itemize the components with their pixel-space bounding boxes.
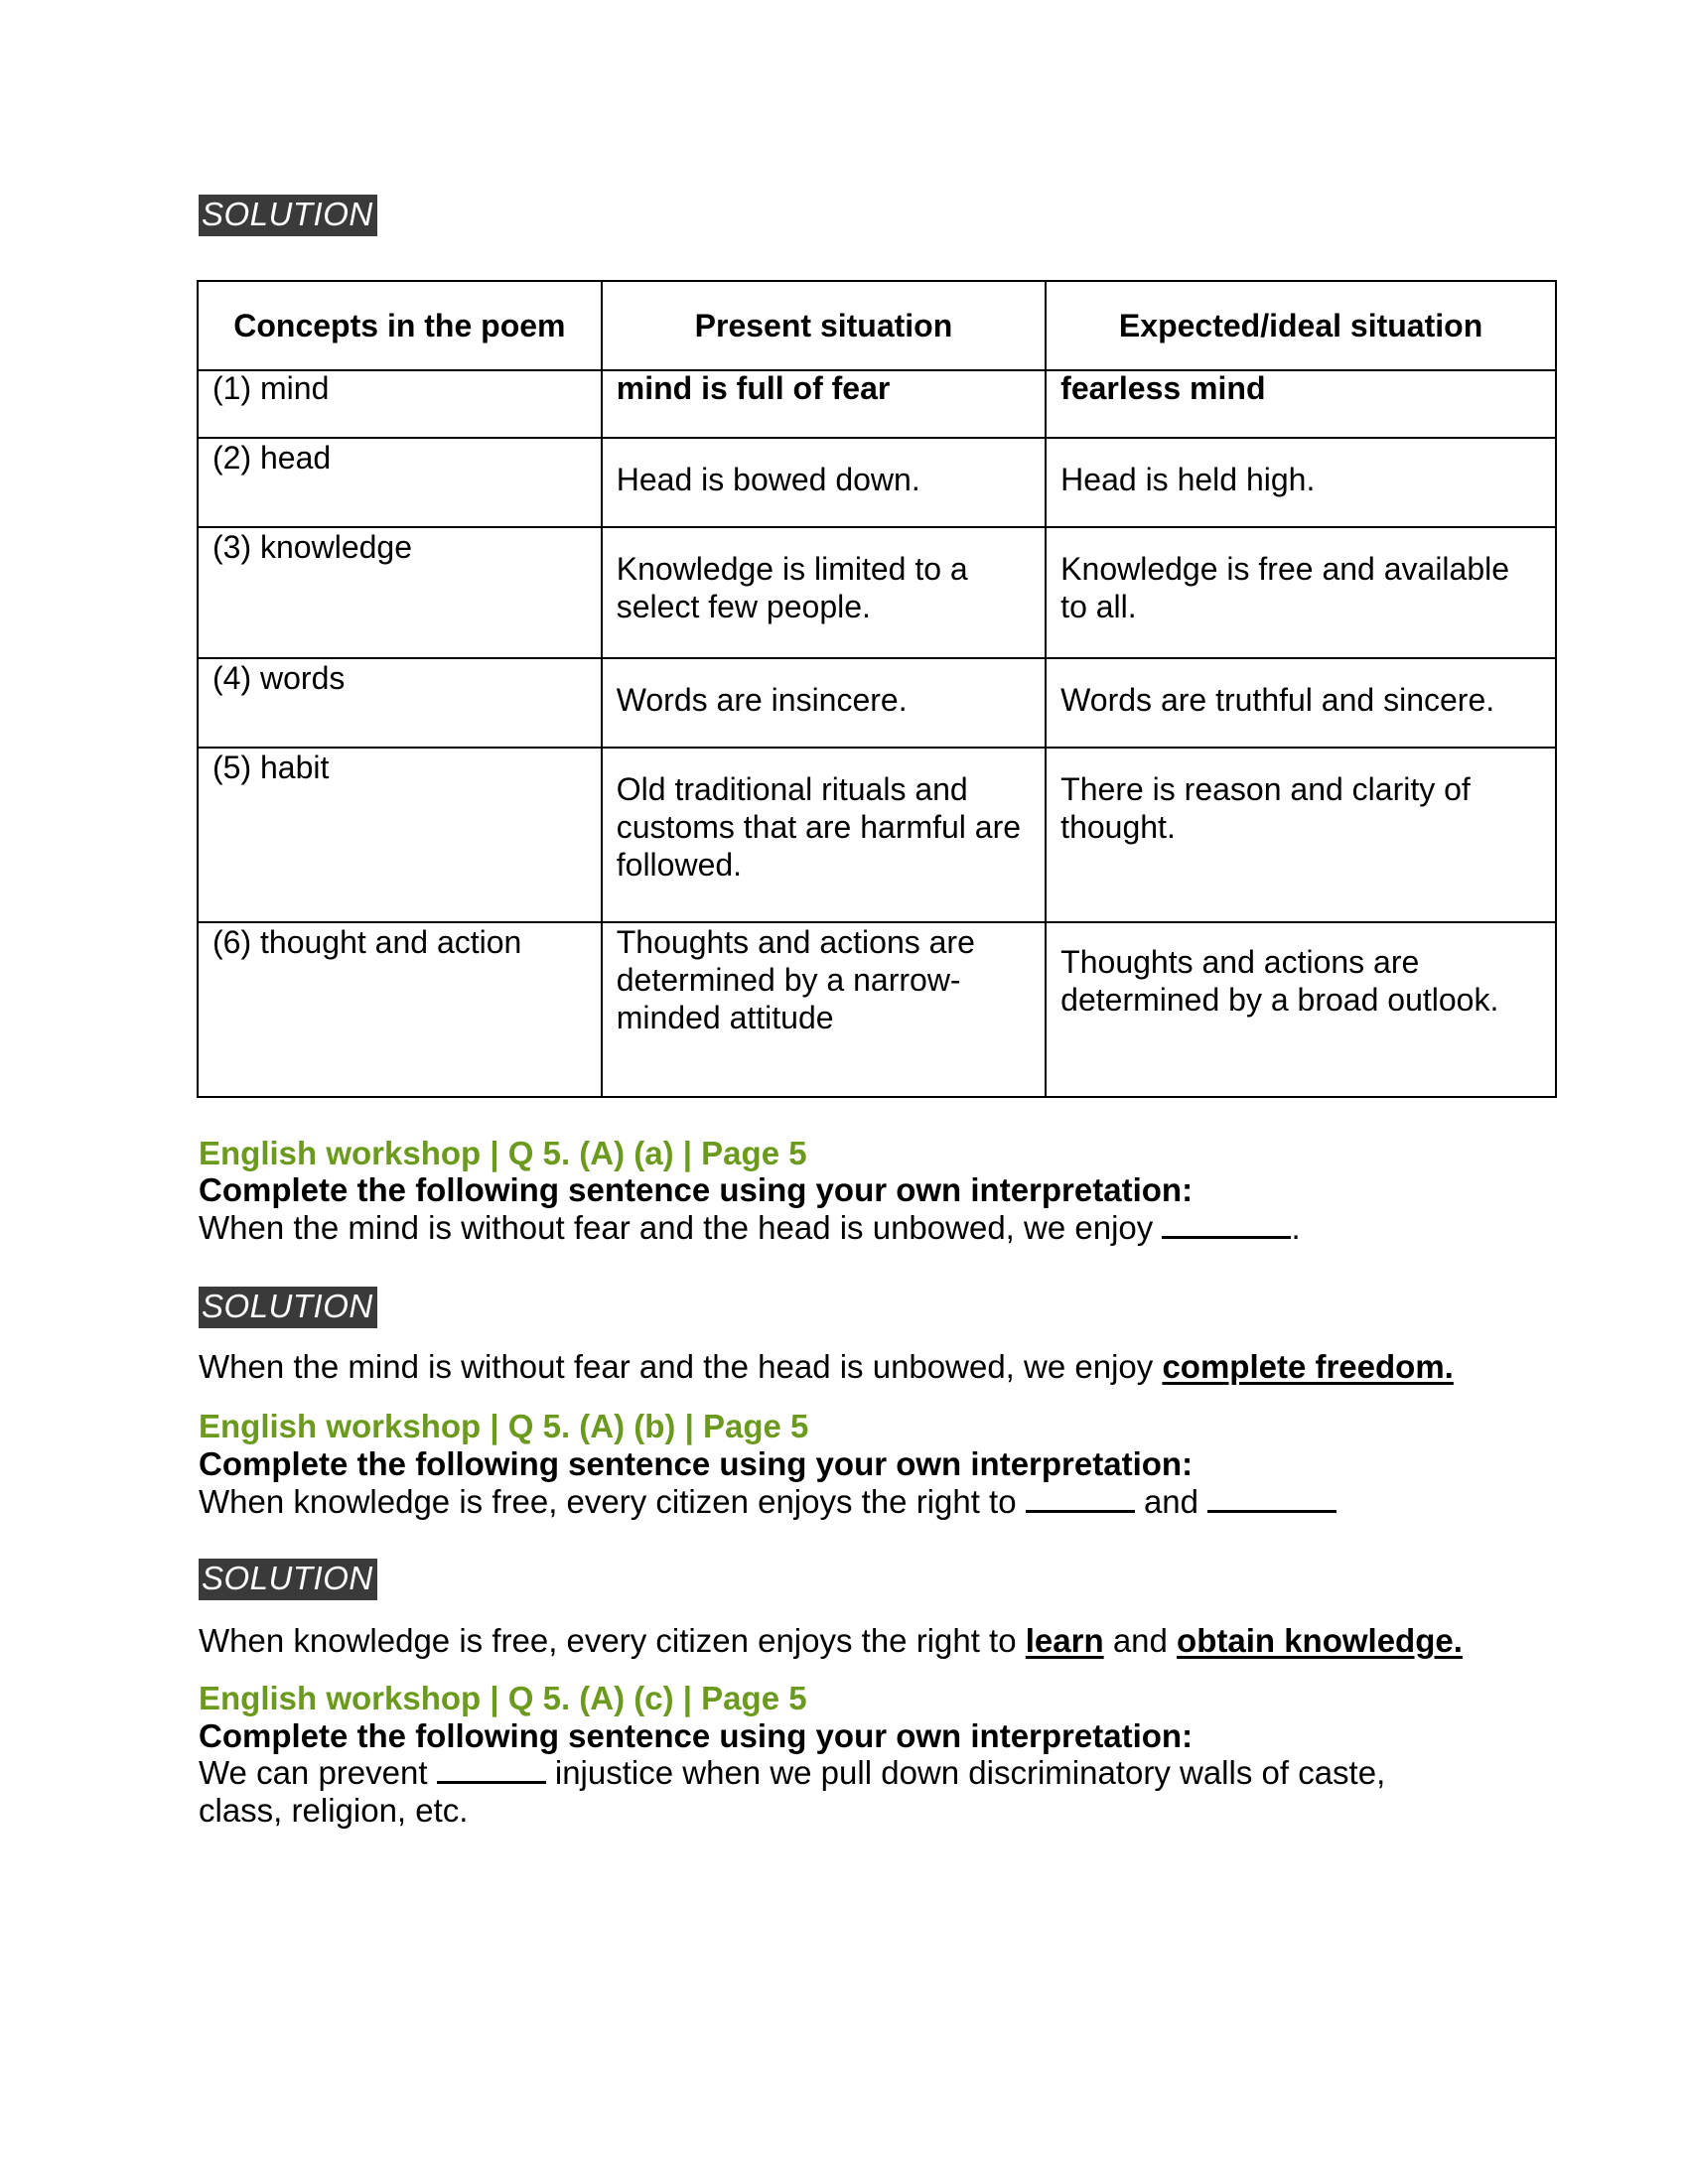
present-text: Words are insincere. [616, 682, 908, 718]
question-text: injustice when we pull down discriminatory walls of caste, [554, 1754, 1386, 1791]
filled-answer: obtain knowledge. [1177, 1622, 1463, 1659]
present-cell [602, 527, 1046, 658]
concept-cell [198, 658, 602, 748]
table-row [198, 748, 1556, 922]
expected-cell [1046, 527, 1556, 658]
question-sentence [199, 1754, 1385, 1792]
present-cell [602, 438, 1046, 527]
concept-text: (1) mind [212, 370, 330, 406]
table-row [198, 438, 1556, 527]
solution-label: SOLUTION [199, 195, 377, 236]
concept-text: (2) head [212, 440, 332, 476]
question-instruction: Complete the following sentence using your own interpretation: [199, 1171, 1194, 1208]
table-row [198, 922, 1556, 1097]
question-text: When the mind is without fear and the head is unbowed, we enjoy [199, 1209, 1154, 1246]
question-instruction: Complete the following sentence using your own interpretation: [199, 1445, 1194, 1482]
expected-cell [1046, 922, 1556, 1097]
expected-text: Thoughts and actions are determined by a broad outlook. [1060, 944, 1499, 1018]
concept-cell [198, 922, 602, 1097]
answer-sentence [199, 1622, 1463, 1660]
question-sentence [199, 1209, 1301, 1247]
expected-text: Words are truthful and sincere. [1060, 682, 1495, 718]
present-text: mind is full of fear [616, 370, 891, 406]
solution-label: SOLUTION [199, 1287, 377, 1328]
answer-text: and [1112, 1622, 1168, 1659]
question-text: . [1291, 1209, 1301, 1246]
question-sentence-continued: class, religion, etc. [199, 1792, 469, 1829]
concept-text: (5) habit [212, 750, 330, 785]
filled-answer: complete freedom. [1162, 1348, 1454, 1385]
table-header: Expected/ideal situation [1046, 281, 1556, 370]
answer-blank [1207, 1509, 1336, 1513]
present-cell [602, 748, 1046, 922]
answer-text: When knowledge is free, every citizen enjoys the right to [199, 1622, 1017, 1659]
present-text: Old traditional rituals and customs that are harmful are followed. [616, 771, 1022, 883]
expected-cell [1046, 438, 1556, 527]
question-reference: English workshop | Q 5. (A) (c) | Page 5 [199, 1680, 807, 1716]
table-row [198, 658, 1556, 748]
answer-blank [437, 1780, 546, 1784]
table-header: Present situation [602, 281, 1046, 370]
question-text: and [1143, 1483, 1198, 1520]
answer-blank [1162, 1235, 1291, 1239]
present-text: Knowledge is limited to a select few people. [616, 551, 968, 624]
solution-label: SOLUTION [199, 1559, 377, 1600]
answer-sentence [199, 1348, 1454, 1386]
concept-cell [198, 527, 602, 658]
present-cell [602, 370, 1046, 438]
expected-text: There is reason and clarity of thought. [1060, 771, 1471, 845]
present-text: Head is bowed down. [616, 462, 920, 497]
question-text: We can prevent [199, 1754, 428, 1791]
concept-cell [198, 370, 602, 438]
concept-text: (6) thought and action [212, 924, 522, 960]
expected-cell [1046, 658, 1556, 748]
present-cell [602, 658, 1046, 748]
concept-text: (3) knowledge [212, 529, 412, 565]
filled-answer: learn [1025, 1622, 1104, 1659]
concepts-table [197, 280, 1557, 1098]
expected-cell [1046, 748, 1556, 922]
concept-text: (4) words [212, 660, 346, 696]
expected-text: fearless mind [1060, 370, 1266, 406]
concept-cell [198, 438, 602, 527]
table-header: Concepts in the poem [198, 281, 602, 370]
question-instruction: Complete the following sentence using your own interpretation: [199, 1717, 1194, 1754]
table-row [198, 370, 1556, 438]
present-cell [602, 922, 1046, 1097]
expected-cell [1046, 370, 1556, 438]
question-reference: English workshop | Q 5. (A) (a) | Page 5 [199, 1135, 807, 1171]
table-row [198, 527, 1556, 658]
table-header-row [198, 281, 1556, 370]
expected-text: Knowledge is free and available to all. [1060, 551, 1510, 624]
concept-cell [198, 748, 602, 922]
question-reference: English workshop | Q 5. (A) (b) | Page 5 [199, 1408, 809, 1444]
present-text: Thoughts and actions are determined by a narrow-minded attitude [616, 924, 975, 1035]
question-text: When knowledge is free, every citizen enjoys the right to [199, 1483, 1017, 1520]
answer-blank [1026, 1509, 1135, 1513]
question-sentence [199, 1483, 1336, 1521]
expected-text: Head is held high. [1060, 462, 1316, 497]
answer-text: When the mind is without fear and the head is unbowed, we enjoy [199, 1348, 1154, 1385]
